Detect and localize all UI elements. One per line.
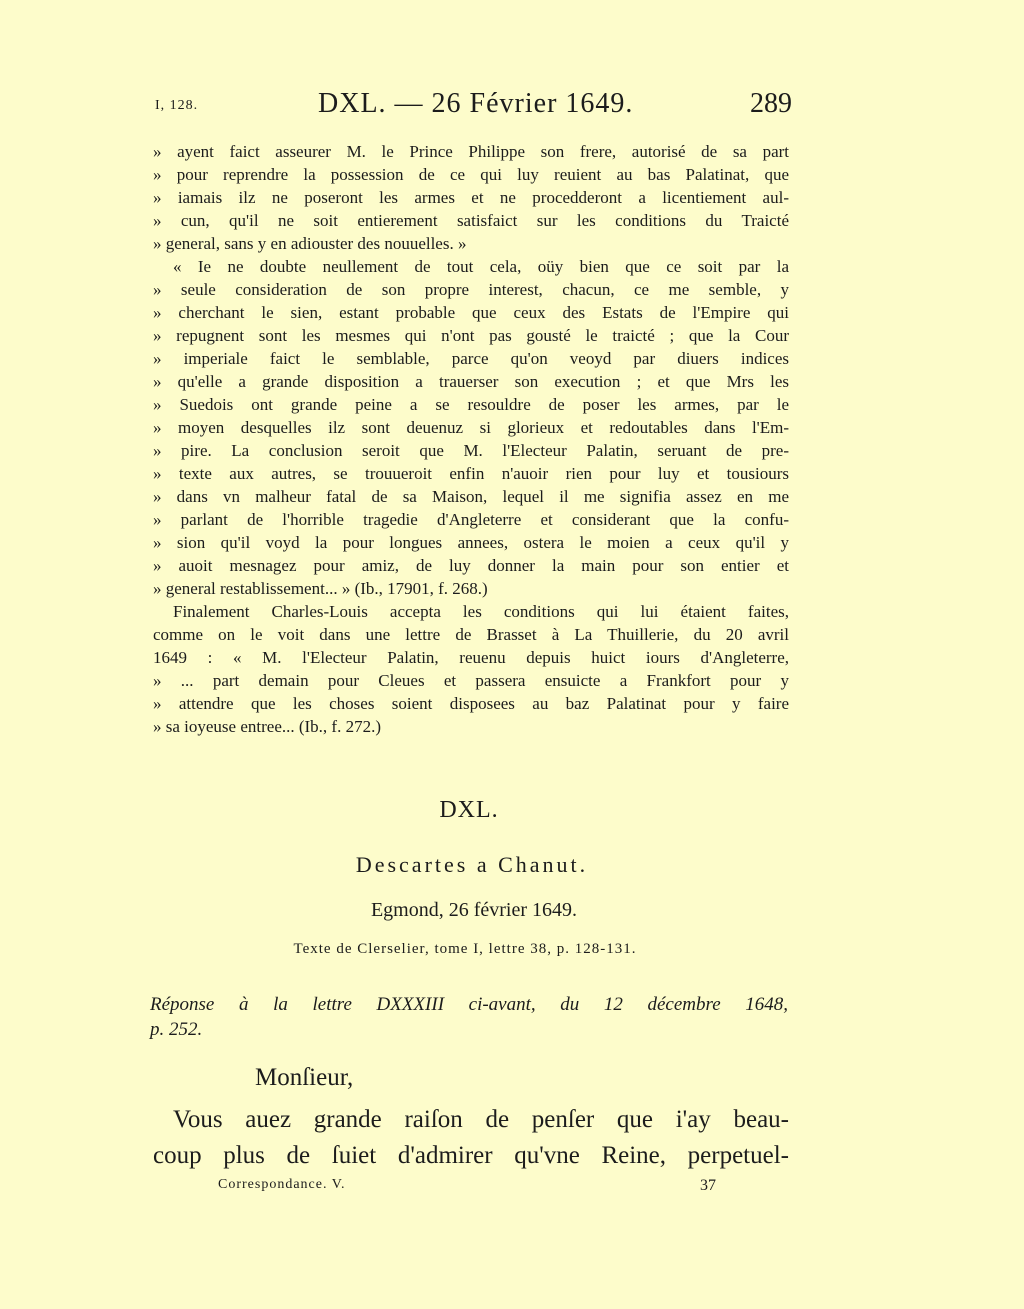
text-line: » iamais ilz ne poseront les armes et ne procedderont a licentiement aul- <box>153 188 789 207</box>
text-line: » parlant de l'horrible tragedie d'Angleterre et considerant que la confu- <box>153 510 789 529</box>
text-line: » imperiale faict le semblable, parce qu'on veoyd par diuers indices <box>153 349 789 368</box>
text-line: » attendre que les choses soient disposees au baz Palatinat pour y faire <box>153 694 789 713</box>
letter-line: Vous auez grande raiſon de penſer que i'ay beau- <box>173 1106 789 1133</box>
reply-note-line: Réponse à la lettre DXXXIII ci-avant, du 12 décembre 1648, <box>150 994 788 1015</box>
text-line: » seule consideration de son propre interest, chacun, ce me semble, y <box>153 280 789 299</box>
reply-note-line: p. 252. <box>150 1019 203 1040</box>
text-line: » sa ioyeuse entree... (Ib., f. 272.) <box>153 717 382 736</box>
text-line: » pire. La conclusion seroit que M. l'Electeur Palatin, seruant de pre- <box>153 441 789 460</box>
text-line: comme on le voit dans une lettre de Brasset à La Thuillerie, du 20 avril <box>153 625 789 644</box>
letter-line: coup plus de ſuiet d'admirer qu'vne Reine, perpetuel- <box>153 1142 789 1169</box>
text-line: » general restablissement... » (Ib., 17901, f. 268.) <box>153 579 488 598</box>
text-line: » cun, qu'il ne soit entierement satisfaict sur les conditions du Traicté <box>153 211 789 230</box>
text-line: Finalement Charles-Louis accepta les conditions qui lui étaient faites, <box>173 602 789 621</box>
reply-note <box>150 992 788 1042</box>
text-line: 1649 : « M. l'Electeur Palatin, reuenu depuis huict iours d'Angleterre, <box>153 648 789 667</box>
text-line: « Ie ne doubte neullement de tout cela, oüy bien que ce soit par la <box>173 257 789 276</box>
text-line: » qu'elle a grande disposition a trauerser son execution ; et que Mrs les <box>153 372 789 391</box>
text-line: » texte aux autres, se trouueroit enfin n'auoir rien pour luy et tousiours <box>153 464 789 483</box>
footer-signature-number: 37 <box>700 1177 716 1194</box>
text-line: » repugnent sont les mesmes qui n'ont pas gousté le traicté ; que la Cour <box>153 326 789 345</box>
place-date: Egmond, 26 février 1649. <box>370 899 578 921</box>
text-line: » general, sans y en adiouster des nouuelles. » <box>153 234 467 253</box>
salutation: Monſieur, <box>255 1064 354 1091</box>
text-line: » dans vn malheur fatal de sa Maison, lequel il me signifia assez en me <box>153 487 789 506</box>
page-number: 289 <box>750 88 792 119</box>
header-title: DXL. — 26 Février 1649. <box>318 88 634 119</box>
quoted-text-block <box>153 140 789 738</box>
source-note: Texte de Clerselier, tome I, lettre 38, p. 128-131. <box>293 941 637 957</box>
text-line: » sion qu'il voyd la pour longues annees, ostera le moien a ceux qu'il y <box>153 533 789 552</box>
letter-body <box>153 1102 789 1174</box>
header-reference: I, 128. <box>155 98 199 113</box>
text-line: » ... part demain pour Cleues et passera ensuicte a Frankfort pour y <box>153 671 789 690</box>
text-line: » pour reprendre la possession de ce qui luy reuient au bas Palatinat, que <box>153 165 789 184</box>
text-line: » ayent faict asseurer M. le Prince Philippe son frere, autorisé de sa part <box>153 142 789 161</box>
text-line: » cherchant le sien, estant probable que ceux des Estats de l'Empire qui <box>153 303 789 322</box>
footer-signature: Correspondance. V. <box>218 1177 346 1192</box>
section-number: DXL. <box>439 797 499 823</box>
text-line: » Suedois ont grande peine a se resouldre de poser les armes, par le <box>153 395 789 414</box>
letter-title: Descartes a Chanut. <box>355 852 589 877</box>
text-line: » moyen desquelles ilz sont deuenuz si glorieux et redoutables dans l'Em- <box>153 418 789 437</box>
text-line: » auoit mesnagez pour amiz, de luy donner la main pour son entier et <box>153 556 789 575</box>
